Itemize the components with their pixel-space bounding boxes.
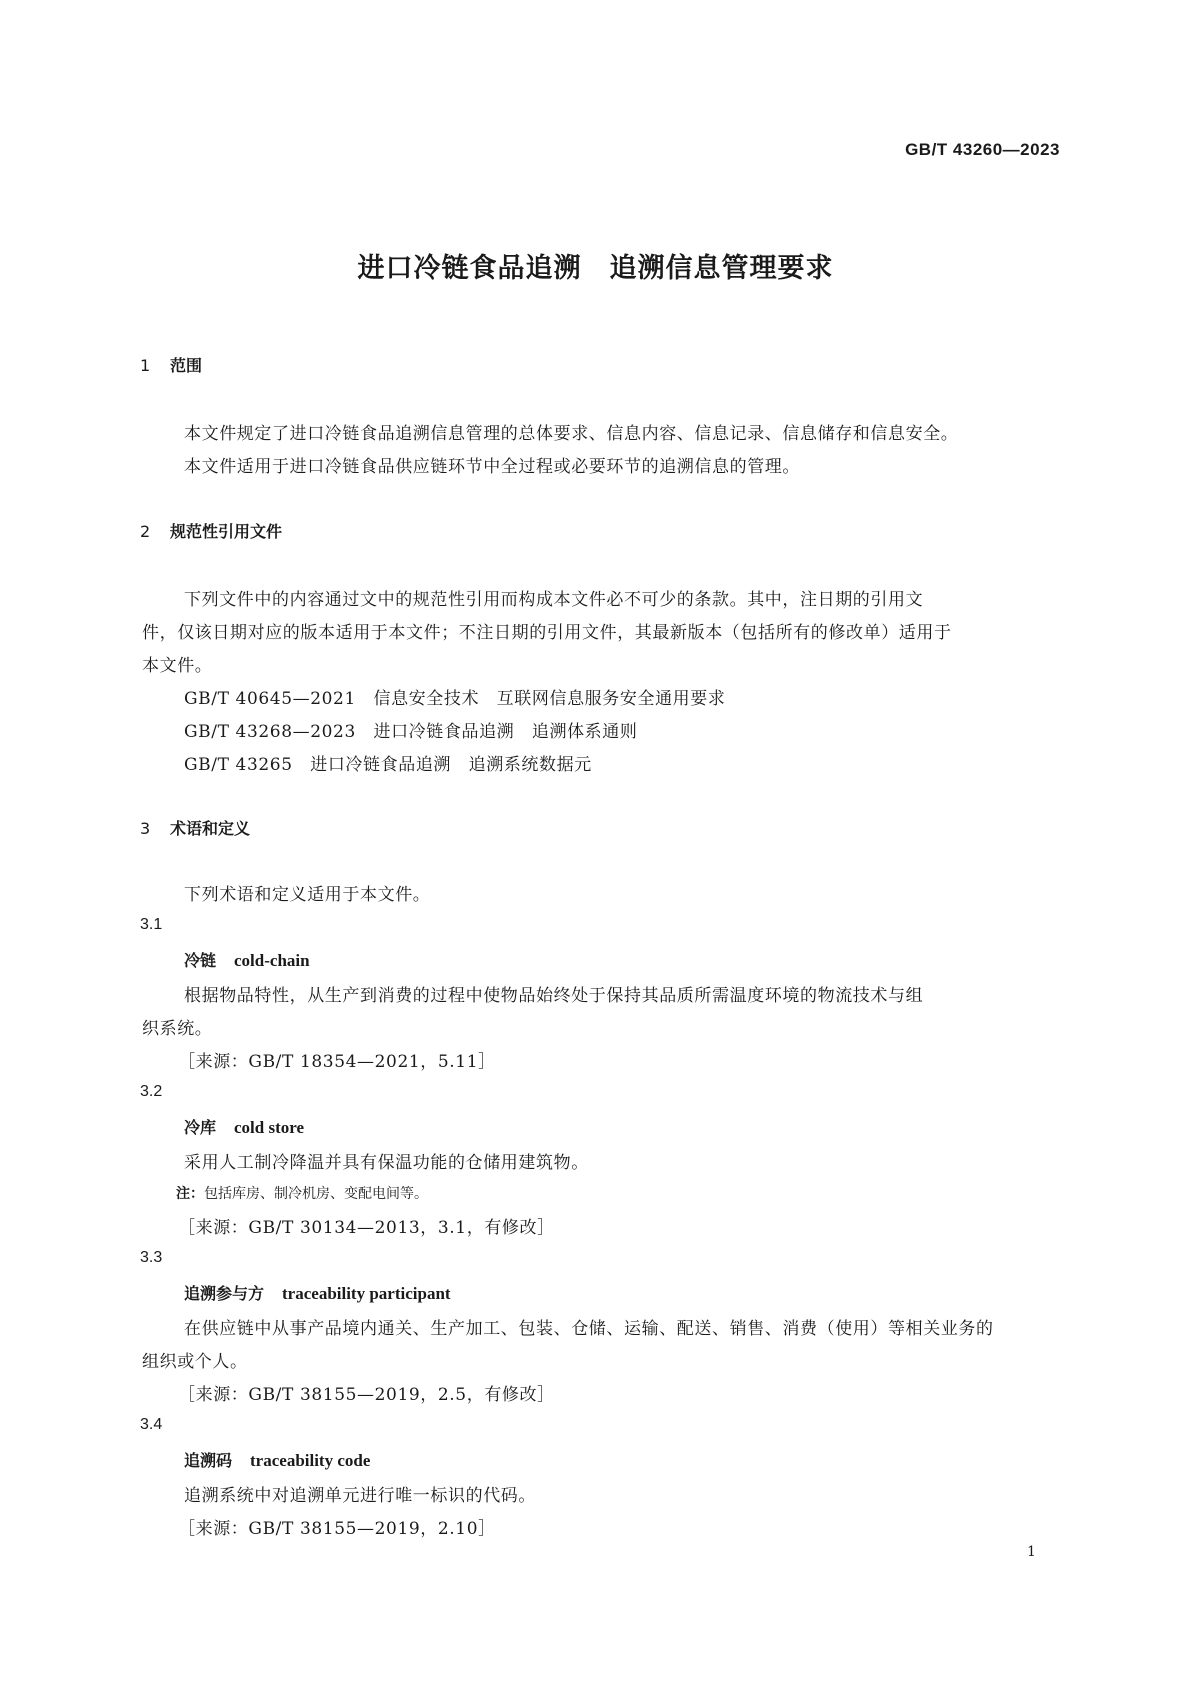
term-heading	[184, 1281, 451, 1304]
section-title: 术语和定义	[170, 819, 251, 838]
clause-number: 3.4	[140, 1416, 163, 1433]
clause-number: 3.3	[140, 1249, 163, 1266]
section-title: 范围	[170, 356, 203, 375]
section-number: 2	[140, 522, 151, 541]
paragraph-line: 本文件。	[142, 656, 213, 676]
standard-number: GB/T 43260—2023	[905, 140, 1060, 159]
paragraph: 本文件规定了进口冷链食品追溯信息管理的总体要求、信息内容、信息记录、信息储存和信息安全。	[184, 424, 959, 444]
term-zh: 冷库	[184, 1118, 217, 1137]
paragraph-line: 下列文件中的内容通过文中的规范性引用而构成本文件必不可少的条款。其中，注日期的引用文	[184, 590, 924, 610]
paragraph: 本文件适用于进口冷链食品供应链环节中全过程或必要环节的追溯信息的管理。	[184, 457, 800, 477]
section-3-heading	[140, 816, 250, 839]
note-label: 注：	[176, 1186, 204, 1202]
term-heading	[184, 1448, 370, 1471]
term-en: cold store	[234, 1118, 305, 1137]
paragraph: 下列术语和定义适用于本文件。	[184, 885, 431, 905]
definition-line: 组织或个人。	[142, 1352, 248, 1372]
reference-item: GB/T 43265 进口冷链食品追溯 追溯系统数据元	[184, 755, 592, 775]
paragraph-line: 件，仅该日期对应的版本适用于本文件；不注日期的引用文件，其最新版本（包括所有的修改单）适用于	[142, 623, 952, 643]
term-source: ［来源：GB/T 38155—2019，2.5，有修改］	[178, 1385, 555, 1405]
note-text: 包括库房、制冷机房、变配电间等。	[204, 1186, 428, 1202]
definition-line: 根据物品特性，从生产到消费的过程中使物品始终处于保持其品质所需温度环境的物流技术与组	[184, 986, 924, 1006]
term-heading	[184, 948, 310, 971]
section-2-heading	[140, 519, 282, 542]
definition-line: 采用人工制冷降温并具有保温功能的仓储用建筑物。	[184, 1153, 589, 1173]
document-title: 进口冷链食品追溯 追溯信息管理要求	[357, 253, 834, 284]
definition-line: 追溯系统中对追溯单元进行唯一标识的代码。	[184, 1486, 536, 1506]
definition-line: 织系统。	[142, 1019, 213, 1039]
section-number: 1	[140, 356, 151, 375]
term-en: traceability code	[250, 1451, 371, 1470]
term-en: traceability participant	[282, 1284, 451, 1303]
term-zh: 追溯参与方	[184, 1284, 265, 1303]
term-heading	[184, 1115, 304, 1138]
definition-line: 在供应链中从事产品境内通关、生产加工、包装、仓储、运输、配送、销售、消费（使用）等相关业务的	[184, 1319, 994, 1339]
section-title: 规范性引用文件	[170, 522, 283, 541]
term-zh: 追溯码	[184, 1451, 233, 1470]
reference-item: GB/T 40645—2021 信息安全技术 互联网信息服务安全通用要求	[184, 689, 726, 709]
clause-number: 3.2	[140, 1083, 163, 1100]
term-en: cold-chain	[234, 951, 310, 970]
section-1-heading	[140, 353, 202, 376]
section-number: 3	[140, 819, 151, 838]
term-source: ［来源：GB/T 30134—2013，3.1，有修改］	[178, 1218, 555, 1238]
term-source: ［来源：GB/T 38155—2019，2.10］	[178, 1519, 496, 1539]
page-number: 1	[1027, 1544, 1036, 1560]
reference-item: GB/T 43268—2023 进口冷链食品追溯 追溯体系通则	[184, 722, 638, 742]
clause-number: 3.1	[140, 916, 163, 933]
term-source: ［来源：GB/T 18354—2021，5.11］	[178, 1052, 496, 1072]
term-note	[176, 1183, 428, 1203]
term-zh: 冷链	[184, 951, 217, 970]
